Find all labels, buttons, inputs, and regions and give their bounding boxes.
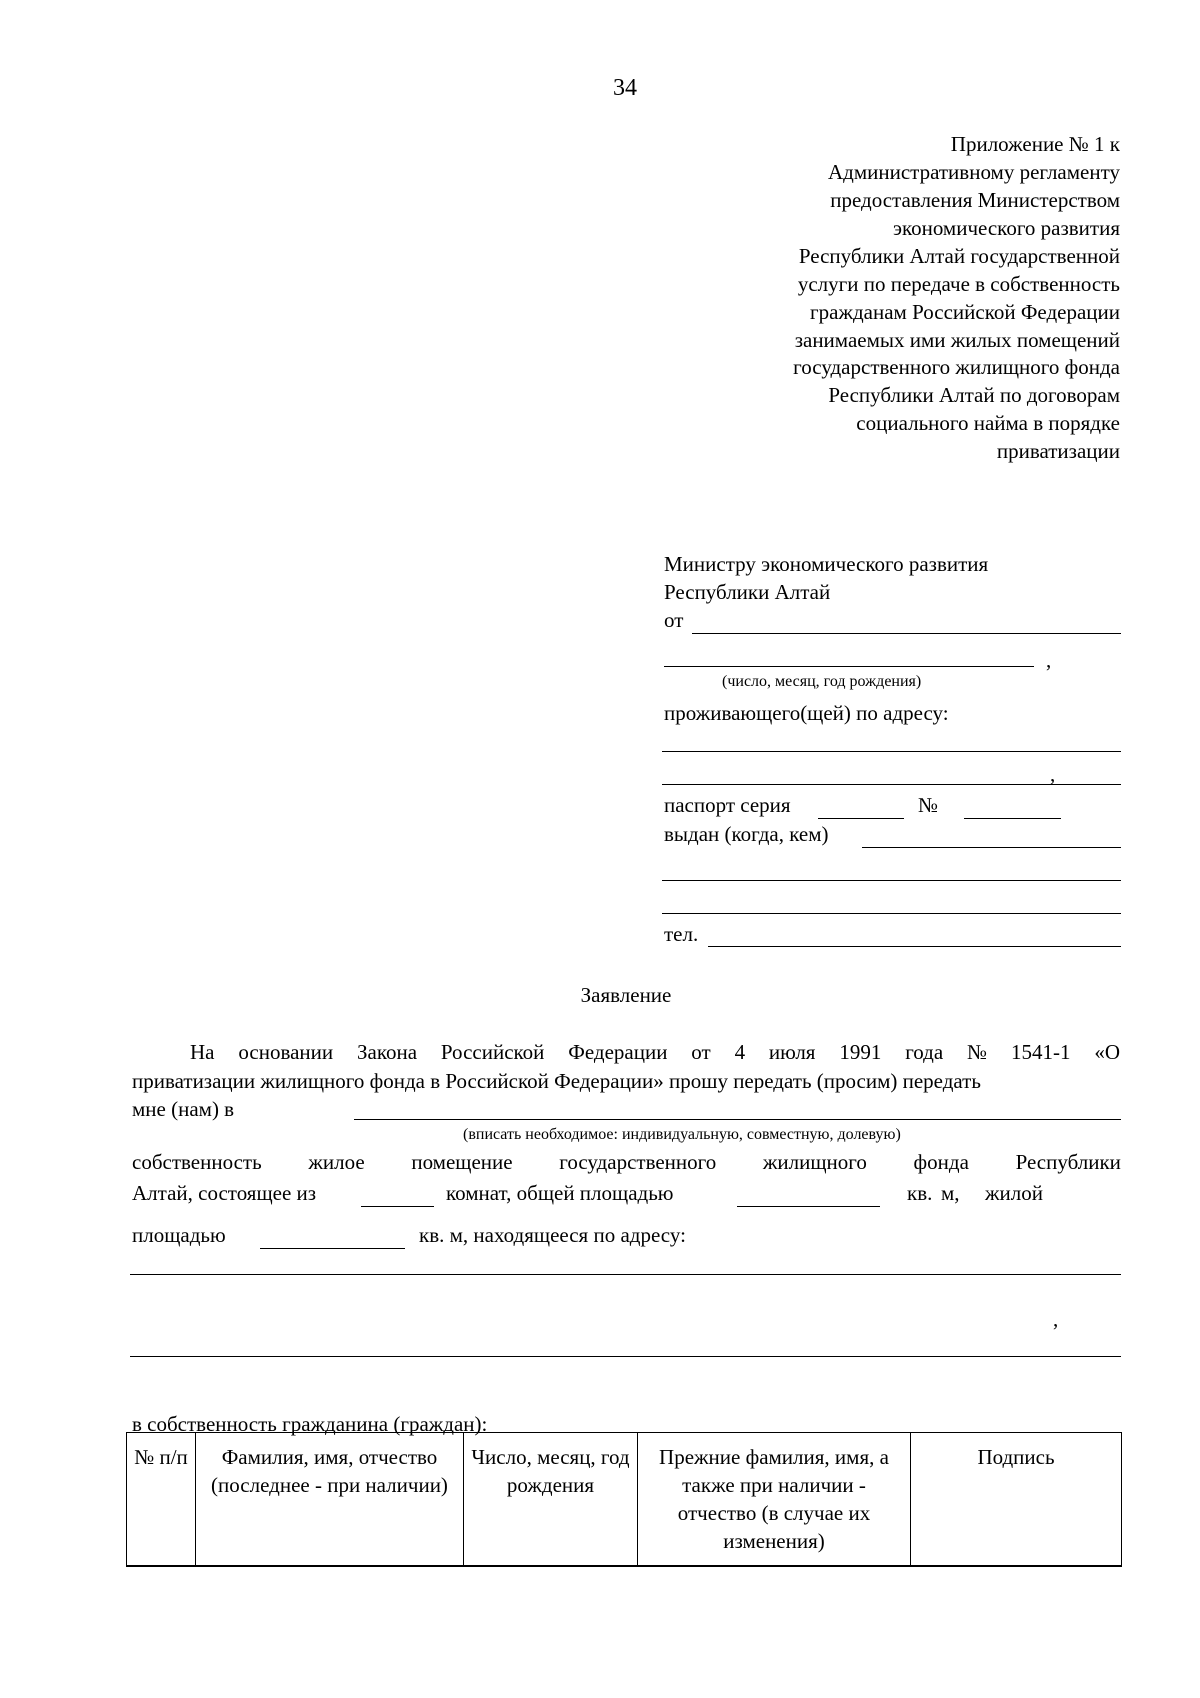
unit-label: м, xyxy=(941,1181,960,1205)
issued-field[interactable] xyxy=(862,847,1121,848)
word: государственного xyxy=(559,1150,717,1174)
ownership-hint: (вписать необходимое: индивидуальную, совместную, долевую) xyxy=(463,1126,901,1143)
passport-number-label: № xyxy=(918,793,939,817)
word: фонда xyxy=(913,1150,969,1174)
living-label: жилой xyxy=(985,1181,1043,1205)
appendix-line: Республики Алтай по договорам xyxy=(828,383,1120,407)
phone-label: тел. xyxy=(664,922,699,946)
issued-field-3[interactable] xyxy=(662,913,1121,914)
comma: , xyxy=(1046,648,1052,672)
total-area-label: комнат, общей площадью xyxy=(446,1181,674,1205)
header-full-name: Фамилия, имя, отчество (последнее - при наличии) xyxy=(196,1433,464,1567)
word: 4 xyxy=(734,1040,746,1064)
residing-label: проживающего(щей) по адресу: xyxy=(664,701,949,725)
word: года xyxy=(905,1040,944,1064)
appendix-line: социального найма в порядке xyxy=(856,411,1120,435)
word: Российской xyxy=(440,1040,545,1064)
property-address-field-2[interactable] xyxy=(130,1356,1121,1357)
word: На xyxy=(190,1040,215,1064)
address-label: кв. м, находящееся по адресу: xyxy=(419,1223,686,1247)
statement-line-4 xyxy=(132,1148,1121,1176)
word: основании xyxy=(238,1040,334,1064)
phone-field[interactable] xyxy=(708,946,1121,947)
word: № xyxy=(967,1040,988,1064)
word: жилищного xyxy=(762,1150,867,1174)
appendix-line: приватизации xyxy=(996,439,1120,463)
appendix-line: государственного жилищного фонда xyxy=(793,355,1120,379)
word: июля xyxy=(768,1040,816,1064)
comma: , xyxy=(1053,1307,1059,1331)
appendix-line: гражданам Российской Федерации xyxy=(810,300,1120,324)
word: 1541-1 xyxy=(1010,1040,1071,1064)
citizens-table xyxy=(126,1432,1122,1567)
header-number: № п/п xyxy=(127,1433,196,1567)
living-area-field[interactable] xyxy=(260,1248,405,1249)
statement-line-1 xyxy=(190,1038,1120,1066)
rooms-field[interactable] xyxy=(361,1206,434,1207)
passport-number-field[interactable] xyxy=(964,818,1061,819)
ownership-type-field[interactable] xyxy=(354,1119,1121,1120)
statement-line-2: приватизации жилищного фонда в Российской Федерации» прошу передать (просим) передать xyxy=(132,1069,981,1093)
passport-series-label: паспорт серия xyxy=(664,793,791,817)
appendix-line: Приложение № 1 к xyxy=(950,132,1120,156)
addressee-line-1: Министру экономического развития xyxy=(664,552,989,576)
issued-label: выдан (когда, кем) xyxy=(664,822,829,846)
appendix-line: Республики Алтай государственной xyxy=(798,244,1120,268)
table-header-row xyxy=(127,1433,1122,1567)
word: от xyxy=(691,1040,711,1064)
statement-title: Заявление xyxy=(580,983,672,1007)
word: Федерации xyxy=(568,1040,668,1064)
unit-label: кв. xyxy=(907,1181,933,1205)
statement-line-3: мне (нам) в xyxy=(132,1097,235,1121)
word: «О xyxy=(1094,1040,1120,1064)
word: 1991 xyxy=(839,1040,882,1064)
appendix-line: экономического развития xyxy=(892,216,1120,240)
header-signature: Подпись xyxy=(911,1433,1122,1567)
living-area-label: площадью xyxy=(132,1223,226,1247)
from-name-field[interactable] xyxy=(692,633,1121,634)
appendix-line: Административному регламенту xyxy=(827,160,1120,184)
word: Закона xyxy=(356,1040,418,1064)
word: помещение xyxy=(411,1150,513,1174)
header-previous-names: Прежние фамилия, имя, а также при наличии - отчество (в случае их изменения) xyxy=(638,1433,911,1567)
passport-series-field[interactable] xyxy=(818,818,904,819)
appendix-line: занимаемых ими жилых помещений xyxy=(794,328,1120,352)
word: собственность xyxy=(132,1150,262,1174)
page-number: 34 xyxy=(613,75,637,101)
birth-date-hint: (число, месяц, год рождения) xyxy=(722,673,922,690)
header-birth-date: Число, месяц, год рождения xyxy=(464,1433,638,1567)
birth-date-field[interactable] xyxy=(664,666,1034,667)
address-field-1[interactable] xyxy=(662,751,1121,752)
citizens-label: в собственность гражданина (граждан): xyxy=(132,1412,488,1436)
rooms-label: Алтай, состоящее из xyxy=(132,1181,317,1205)
total-area-field[interactable] xyxy=(737,1206,880,1207)
issued-field-2[interactable] xyxy=(662,880,1121,881)
appendix-line: услуги по передаче в собственность xyxy=(797,272,1120,296)
word: Республики xyxy=(1015,1150,1121,1174)
property-address-field-1[interactable] xyxy=(130,1274,1121,1275)
comma: , xyxy=(1050,762,1056,786)
from-label: от xyxy=(664,608,684,632)
appendix-line: предоставления Министерством xyxy=(830,188,1120,212)
word: жилое xyxy=(308,1150,365,1174)
addressee-line-2: Республики Алтай xyxy=(664,580,831,604)
